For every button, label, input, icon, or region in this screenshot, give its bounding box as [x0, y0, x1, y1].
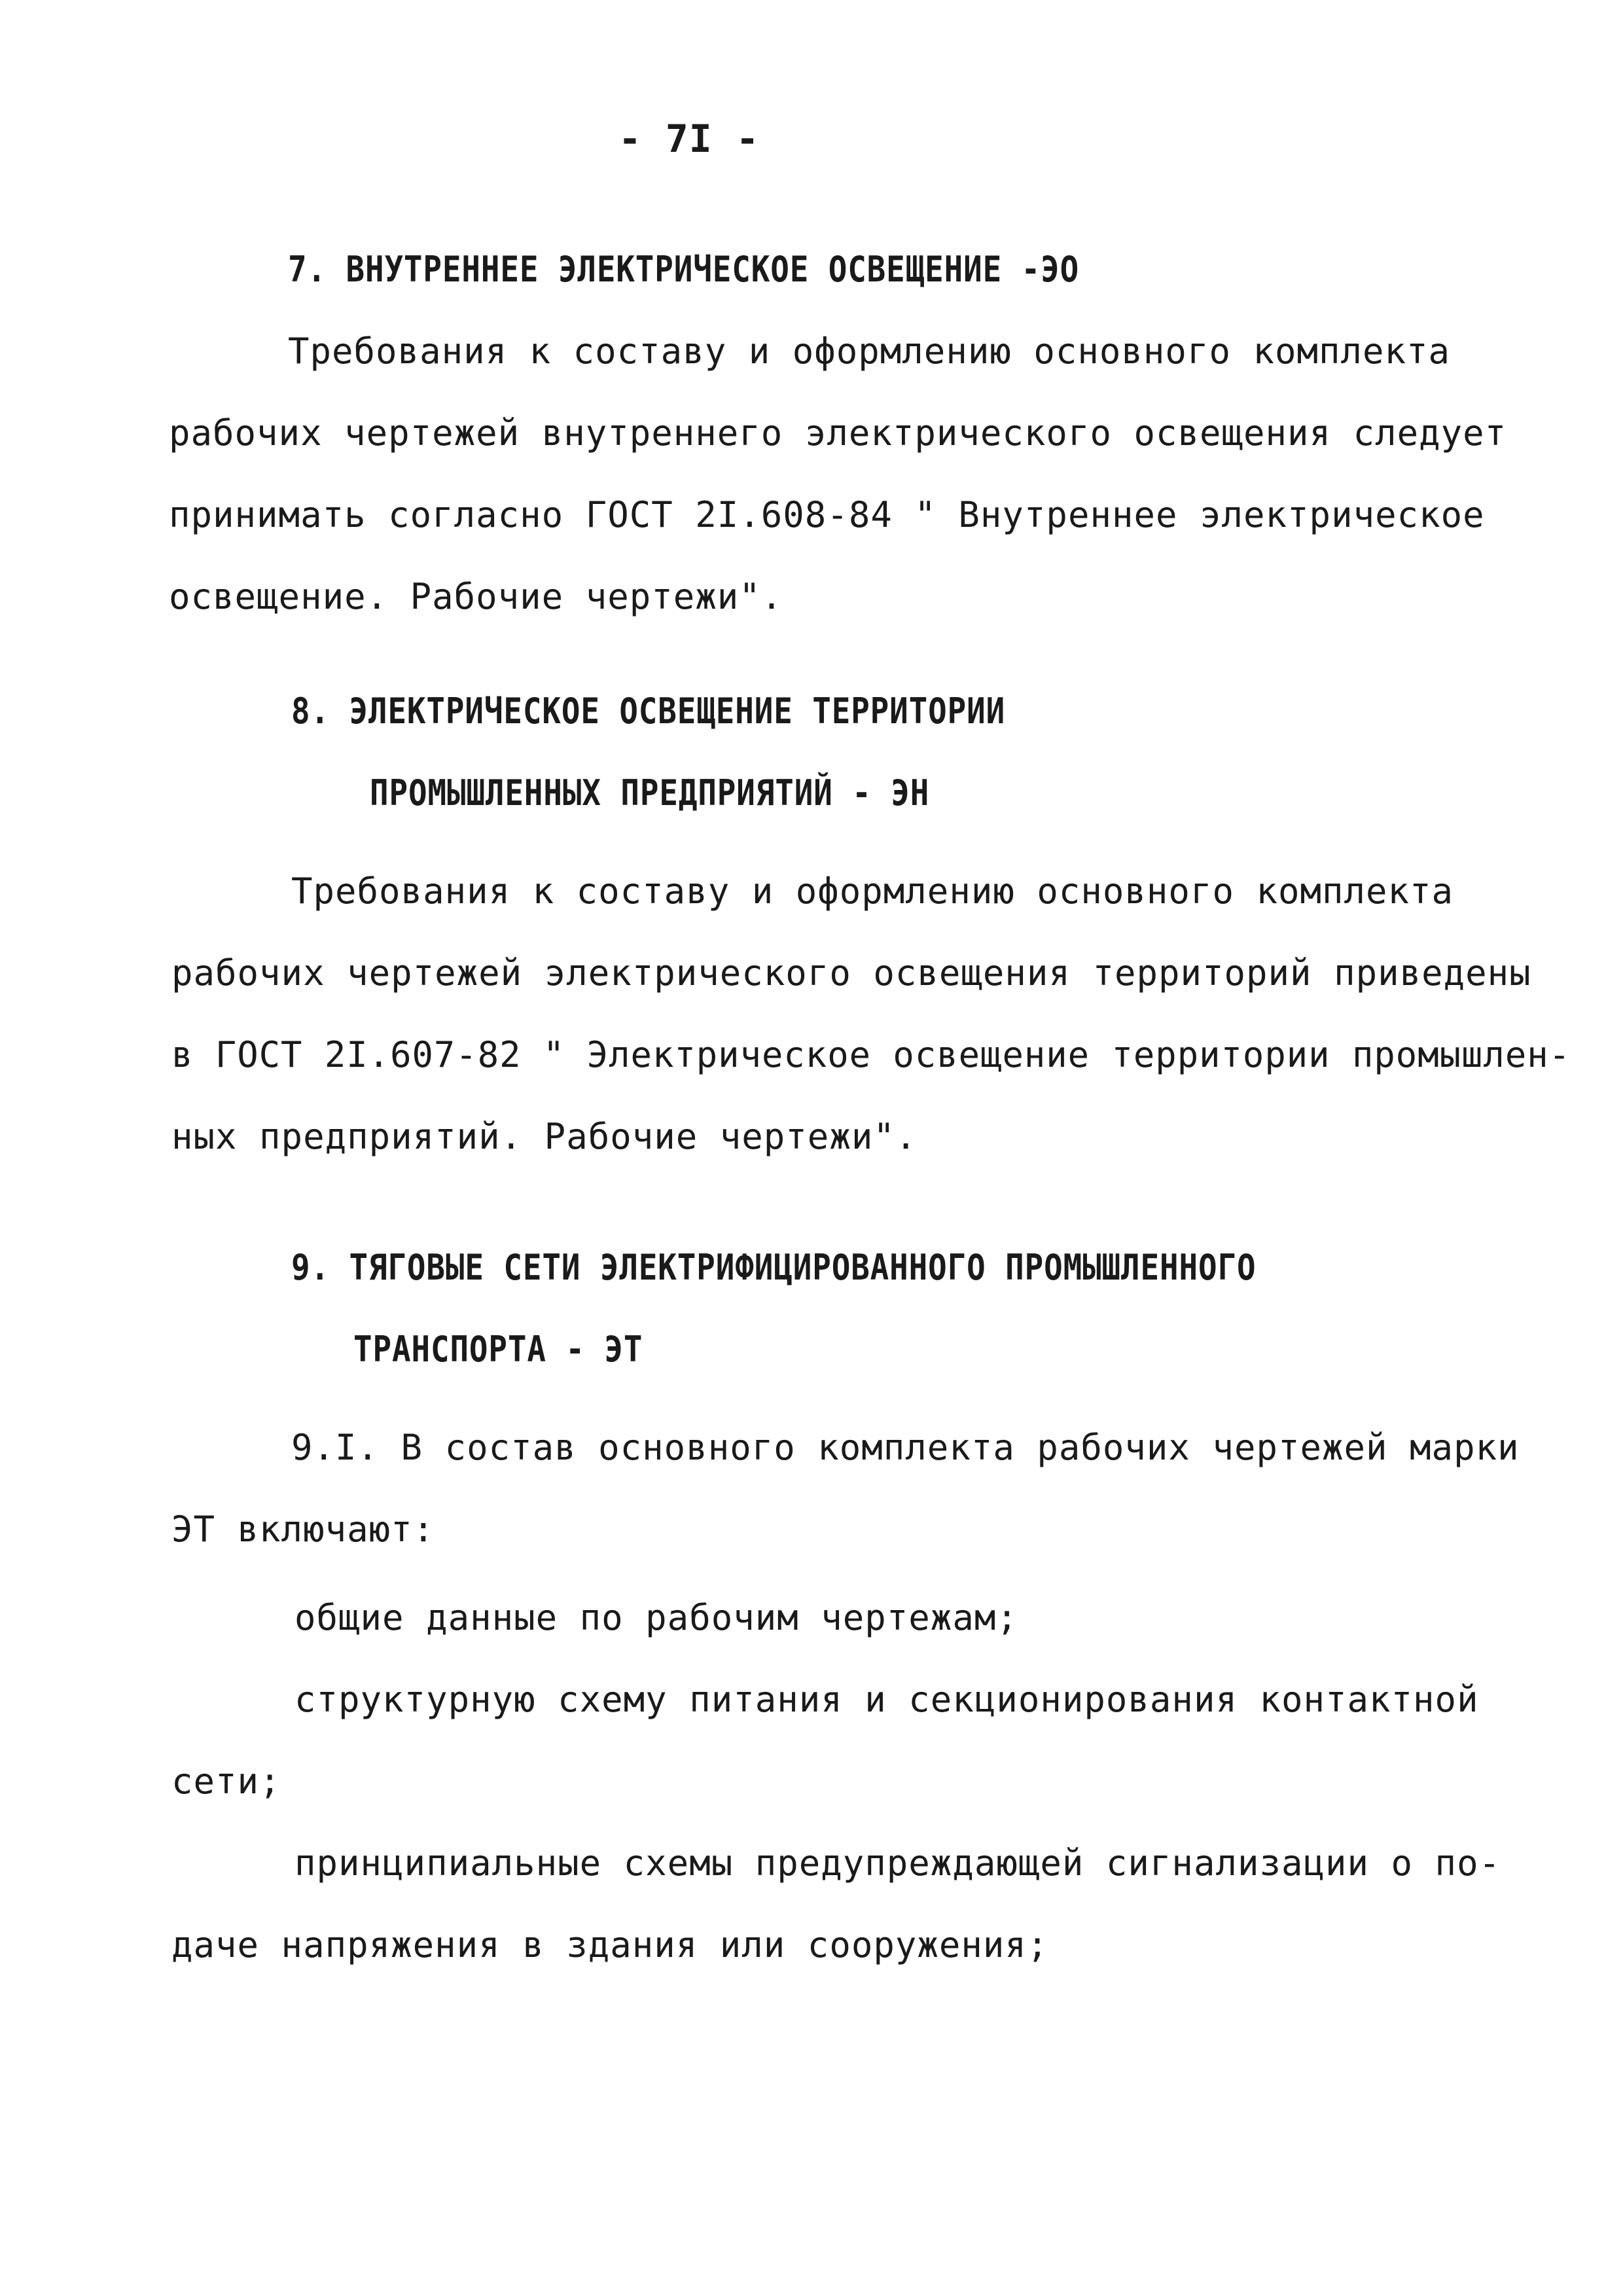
- section-7-line-1: Требования к составу и оформлению основного комплекта: [288, 331, 1451, 372]
- section-8-line-1: Требования к составу и оформлению основного комплекта: [291, 870, 1454, 912]
- section-9-heading-line-1: 9. ТЯГОВЫЕ СЕТИ ЭЛЕКТРИФИЦИРОВАННОГО ПРОМЫШЛЕННОГО: [291, 1247, 1257, 1288]
- section-9-line-1: 9.I. В состав основного комплекта рабочих чертежей марки: [291, 1427, 1520, 1468]
- section-9-line-3: общие данные по рабочим чертежам;: [294, 1597, 1018, 1638]
- section-9-line-2: ЭТ включают:: [171, 1509, 435, 1550]
- section-7-heading: 7. ВНУТРЕННЕЕ ЭЛЕКТРИЧЕСКОЕ ОСВЕЩЕНИЕ -ЭО: [288, 249, 1080, 290]
- section-8-heading-line-1: 8. ЭЛЕКТРИЧЕСКОЕ ОСВЕЩЕНИЕ ТЕРРИТОРИИ: [291, 691, 1006, 732]
- section-8-line-3: в ГОСТ 2I.607-82 " Электрическое освещение территории промышлен-: [171, 1034, 1571, 1075]
- section-8-heading-line-2: ПРОМЫШЛЕННЫХ ПРЕДПРИЯТИЙ - ЭН: [370, 772, 930, 814]
- section-8-line-4: ных предприятий. Рабочие чертежи".: [171, 1116, 918, 1157]
- section-8-line-2: рабочих чертежей электрического освещения территорий приведены: [171, 952, 1531, 994]
- section-7-line-3: принимать согласно ГОСТ 2I.608-84 " Внутреннее электрическое: [169, 494, 1485, 535]
- section-7-line-2: рабочих чертежей внутреннего электрического освещения следует: [169, 412, 1507, 454]
- page-number: - 7I -: [618, 117, 760, 161]
- section-9-line-7: даче напряжения в здания или сооружения;: [171, 1924, 1049, 1965]
- section-9-line-6: принципиальные схемы предупреждающей сигнализации о по-: [294, 1842, 1501, 1884]
- section-9-line-5: сети;: [171, 1761, 281, 1802]
- section-9-heading-line-2: ТРАНСПОРТА - ЭТ: [353, 1329, 643, 1370]
- section-9-line-4: структурную схему питания и секционирования контактной: [294, 1679, 1479, 1720]
- section-7-line-4: освещение. Рабочие чертежи".: [169, 576, 783, 617]
